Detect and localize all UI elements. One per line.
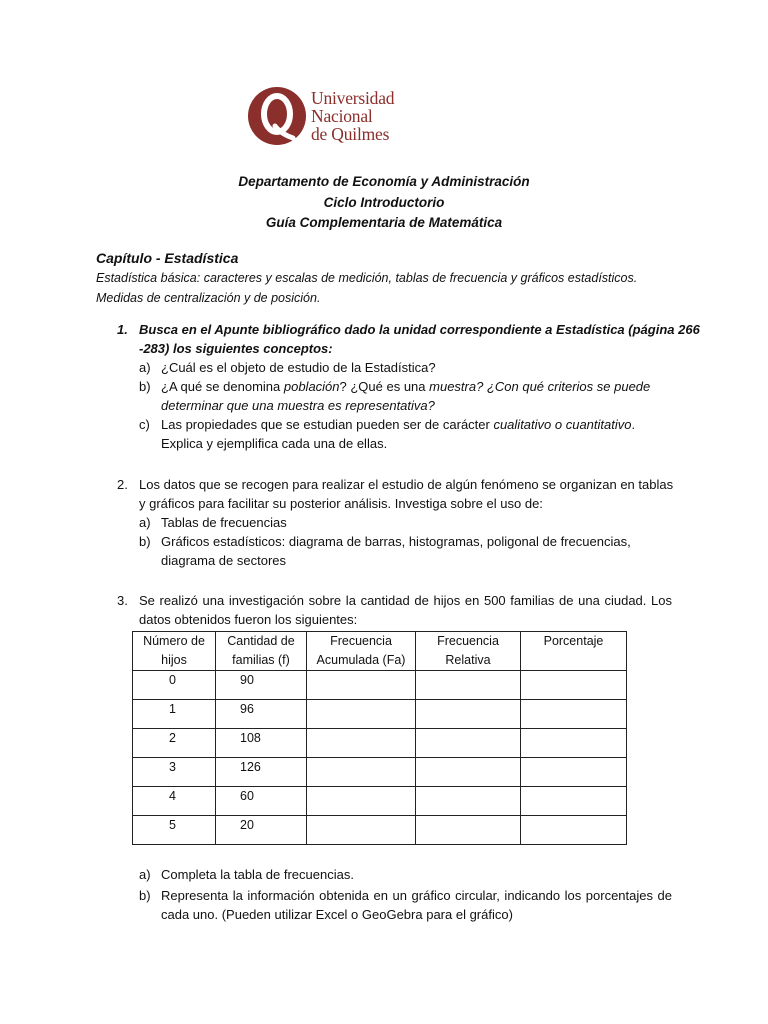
university-logo [247, 84, 394, 148]
exercise-3-line-2: datos obtenidos fueron los siguientes: [139, 612, 358, 627]
sub-text: ¿Cuál es el objeto de estudio de la Estadística? [161, 360, 436, 375]
logo-line-2: Nacional [311, 106, 373, 126]
sub-text: diagrama de sectores [161, 553, 287, 568]
table-cell [307, 816, 416, 845]
table-cell: 20 [216, 816, 307, 845]
sub-text: Completa la tabla de frecuencias. [161, 867, 354, 882]
intro-line-2: Medidas de centralización y de posición. [96, 291, 321, 305]
exercise-1-sub-a [139, 358, 672, 377]
table-cell [416, 816, 521, 845]
exercise-3-tasks [139, 865, 672, 926]
guide-title: Guía Complementaria de Matemática [265, 215, 503, 230]
exercise-number: 2. [117, 477, 128, 492]
exercise-2-line-2: y gráficos para facilitar su posterior análisis. Investiga sobre el uso de: [139, 496, 543, 511]
table-cell [307, 787, 416, 816]
exercise-1-lead-line-2: -283) los siguientes conceptos: [139, 341, 333, 356]
sub-text-italic: determinar que una muestra es representativa? [161, 398, 435, 413]
sub-letter: a) [139, 360, 151, 375]
table-cell [307, 729, 416, 758]
sub-text-italic: población [283, 379, 340, 394]
exercise-number: 1. [117, 322, 128, 337]
sub-text: ¿A qué se denomina [161, 379, 284, 394]
logo-wordmark [311, 89, 394, 143]
sub-letter: c) [139, 417, 150, 432]
table-cell [521, 758, 627, 787]
frequency-table [132, 631, 627, 845]
department-title: Departamento de Economía y Administración [238, 174, 530, 189]
table-header-row [133, 632, 627, 671]
sub-text: Las propiedades que se estudian pueden ser de carácter [161, 417, 494, 432]
table-cell: 4 [133, 787, 216, 816]
table-cell: 60 [216, 787, 307, 816]
document-heading [0, 172, 768, 234]
exercise-number: 3. [117, 593, 128, 608]
exercise-1 [117, 320, 700, 453]
exercise-1-sub-b [139, 377, 672, 415]
sub-letter: a) [139, 867, 151, 882]
intro-line-1: Estadística básica: caracteres y escalas de medición, tablas de frecuencia y gráficos estadísticos. [96, 271, 638, 285]
header-percentage: Porcentaje [521, 632, 627, 671]
table-row [133, 816, 627, 845]
exercise-3-line-1: Se realizó una investigación sobre la cantidad de hijos en 500 familias de una ciudad. Los [139, 593, 672, 608]
table-cell: 3 [133, 758, 216, 787]
header-relative-frequency: Frecuencia Relativa [416, 632, 521, 671]
table-cell: 108 [216, 729, 307, 758]
exercise-2-line-1: Los datos que se recogen para realizar el estudio de algún fenómeno se organizan en tablas [139, 477, 674, 492]
unq-logo-icon [247, 84, 307, 148]
exercise-2-sub-b [139, 532, 672, 570]
sub-letter: a) [139, 515, 151, 530]
sub-text: cada uno. (Pueden utilizar Excel o GeoGebra para el gráfico) [161, 907, 513, 922]
exercise-3-sub-a [139, 865, 672, 884]
table-row [133, 700, 627, 729]
table-row [133, 787, 627, 816]
sub-letter: b) [139, 379, 151, 394]
table-row [133, 758, 627, 787]
table-cell [521, 787, 627, 816]
exercise-2 [117, 475, 672, 570]
sub-text: . [631, 417, 636, 432]
header-cumulative-frequency: Frecuencia Acumulada (Fa) [307, 632, 416, 671]
sub-letter: b) [139, 888, 151, 903]
chapter-intro [96, 268, 676, 308]
table-cell [521, 816, 627, 845]
header-families: Cantidad de familias (f) [216, 632, 307, 671]
cycle-title: Ciclo Introductorio [323, 194, 445, 210]
table-cell: 2 [133, 729, 216, 758]
table-cell [416, 671, 521, 700]
table-cell [521, 700, 627, 729]
table-cell: 1 [133, 700, 216, 729]
table-cell [416, 729, 521, 758]
table-cell [416, 700, 521, 729]
table-cell [416, 787, 521, 816]
sub-letter: b) [139, 534, 151, 549]
logo-line-1: Universidad [311, 88, 395, 108]
sub-text: Explica y ejemplifica cada una de ellas. [161, 436, 388, 451]
exercise-3 [117, 591, 672, 629]
exercise-2-sub-a [139, 513, 672, 532]
chapter-title: Capítulo - Estadística [96, 250, 239, 266]
table-cell [307, 671, 416, 700]
table-cell: 5 [133, 816, 216, 845]
sub-text-italic: muestra? ¿Con qué criterios se puede [429, 379, 651, 394]
table-cell: 96 [216, 700, 307, 729]
table-cell [521, 671, 627, 700]
header-number-of-children: Número de hijos [133, 632, 216, 671]
logo-line-3: de Quilmes [311, 124, 390, 144]
exercise-3-sub-b [139, 886, 672, 924]
sub-text-italic: cualitativo o cuantitativo [493, 417, 632, 432]
table-cell: 126 [216, 758, 307, 787]
table-cell [416, 758, 521, 787]
table-cell [307, 758, 416, 787]
table-cell: 90 [216, 671, 307, 700]
exercise-1-lead-line-1: Busca en el Apunte bibliográfico dado la unidad correspondiente a Estadística (página 266 [139, 322, 700, 337]
sub-text: ? ¿Qué es una [339, 379, 430, 394]
sub-text: Representa la información obtenida en un gráfico circular, indicando los porcentajes de [161, 888, 672, 903]
table-cell [521, 729, 627, 758]
table-row [133, 729, 627, 758]
sub-text: Tablas de frecuencias [161, 515, 287, 530]
table-row [133, 671, 627, 700]
table-cell [307, 700, 416, 729]
exercise-1-sub-c [139, 415, 672, 453]
sub-text: Gráficos estadísticos: diagrama de barras, histogramas, poligonal de frecuencias, [161, 534, 631, 549]
table-cell: 0 [133, 671, 216, 700]
